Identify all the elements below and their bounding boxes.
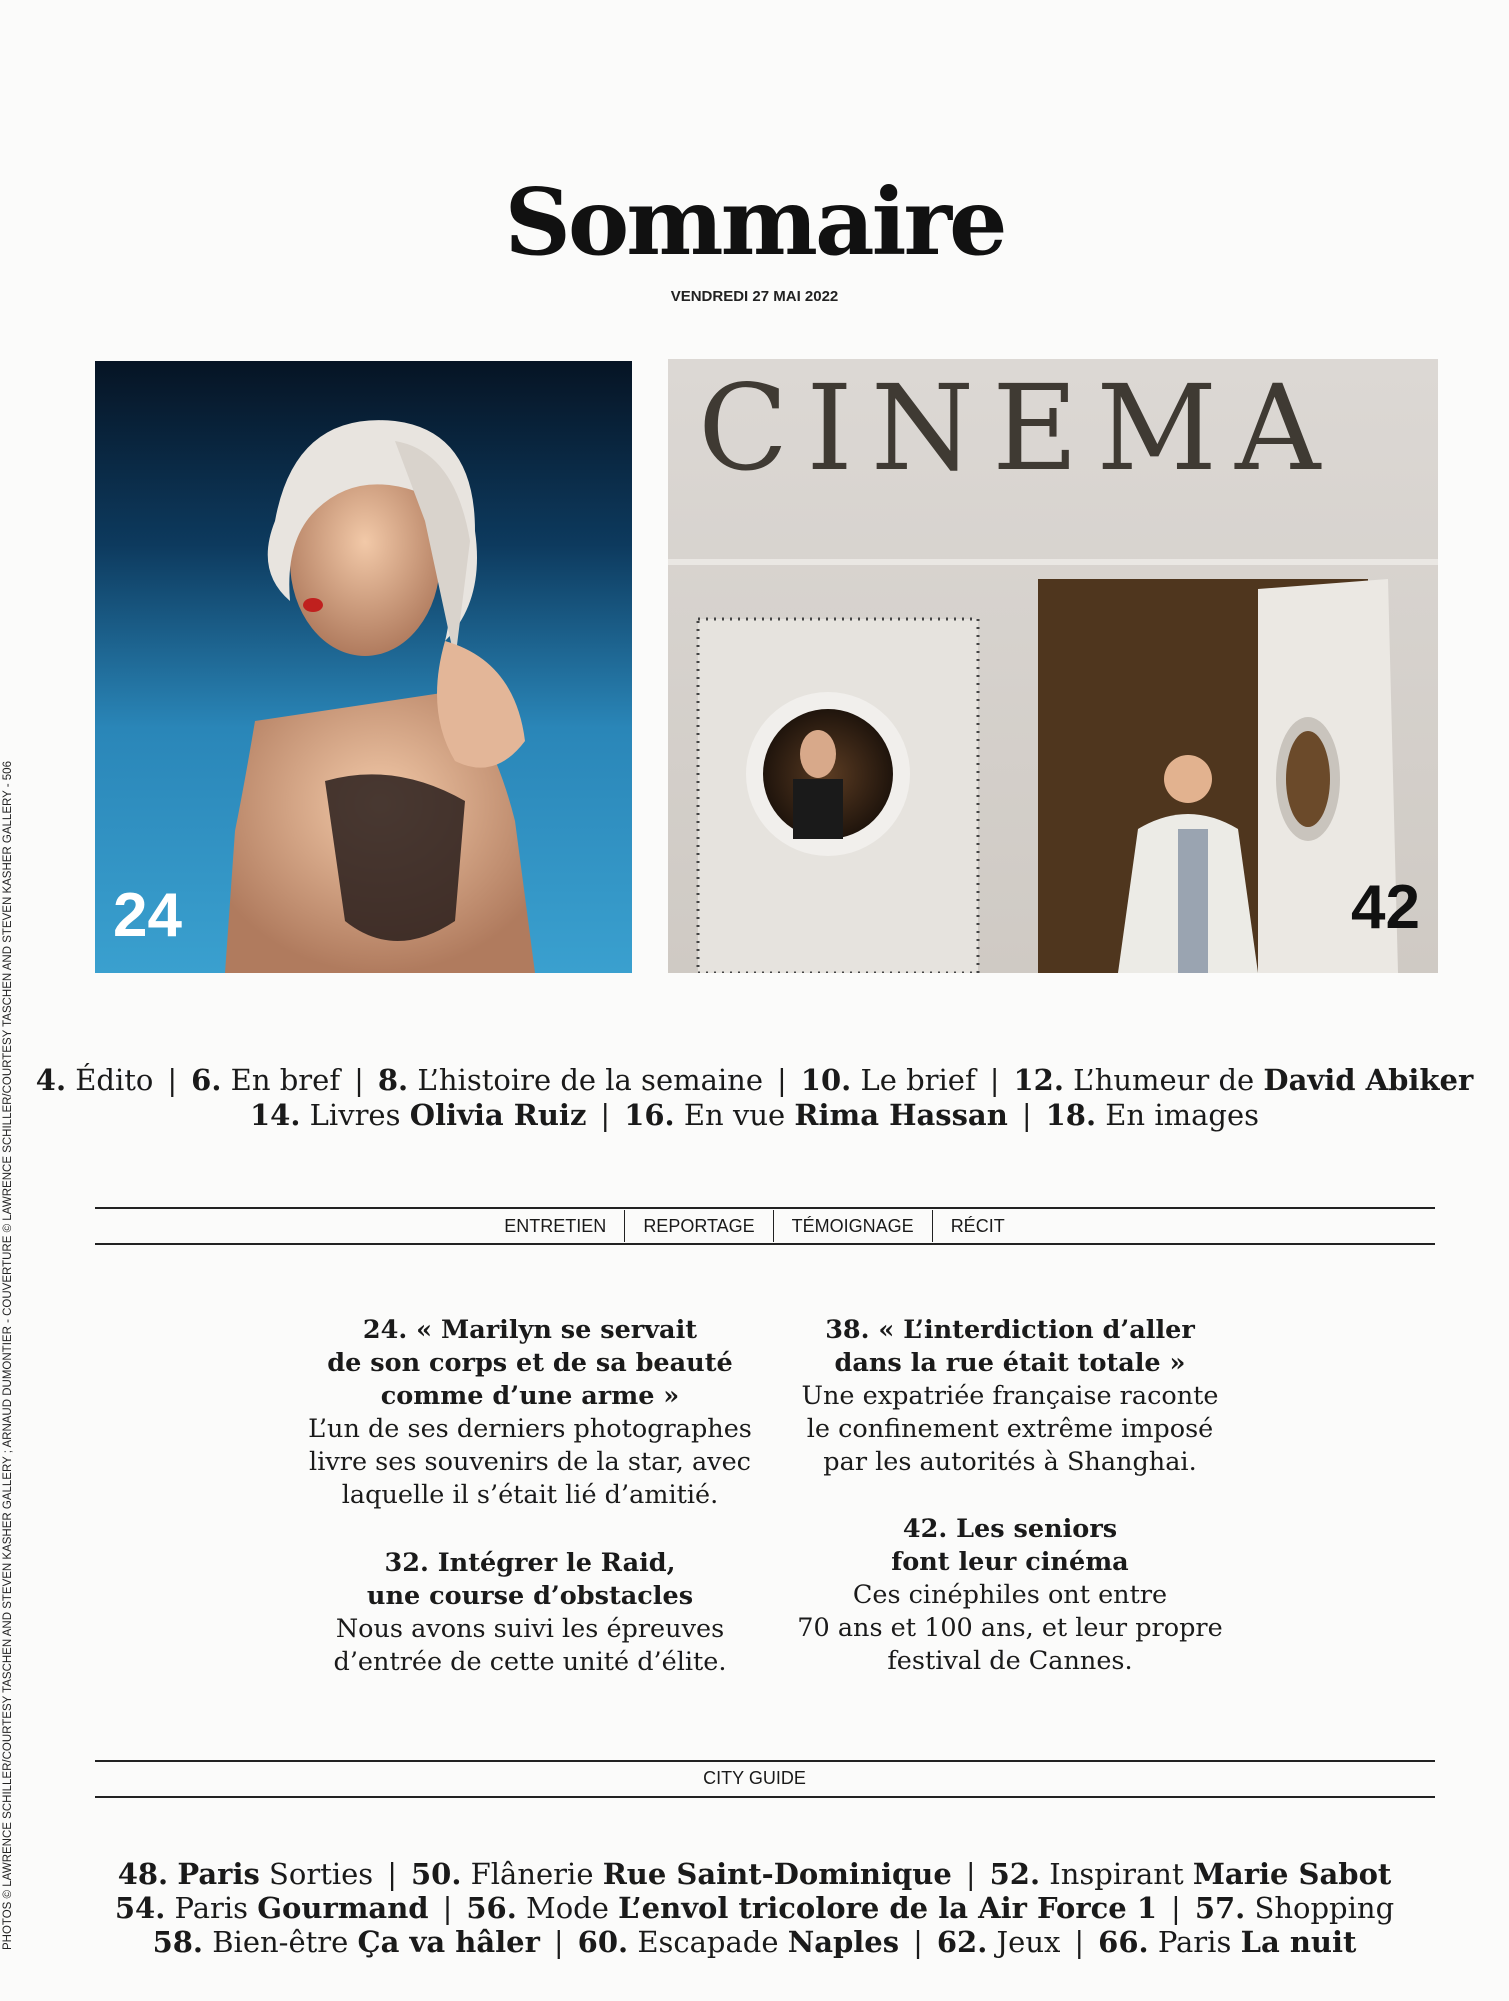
article-summary: L’un de ses derniers photographes bbox=[308, 1414, 752, 1444]
article-headline: 38. « L’interdiction d’aller bbox=[825, 1315, 1195, 1345]
section-tabs bbox=[0, 1210, 1509, 1242]
brief-item[interactable]: 12. L’humeur de David Abiker bbox=[1013, 1063, 1474, 1097]
article-42[interactable] bbox=[775, 1513, 1245, 1678]
city-item[interactable]: 66. Paris La nuit bbox=[1098, 1925, 1357, 1959]
photo-marilyn-page-number: 24 bbox=[113, 881, 182, 950]
article-summary: laquelle il s’était lié d’amitié. bbox=[341, 1480, 719, 1510]
city-item[interactable]: 48. Paris Sorties bbox=[117, 1857, 374, 1891]
section-tab-recit[interactable]: RÉCIT bbox=[932, 1210, 1023, 1242]
article-summary: livre ses souvenirs de la star, avec bbox=[309, 1447, 751, 1477]
city-item[interactable]: 50. Flânerie Rue Saint-Dominique bbox=[410, 1857, 952, 1891]
city-item[interactable]: 52. Inspirant Marie Sabot bbox=[989, 1857, 1392, 1891]
article-headline: dans la rue était totale » bbox=[834, 1348, 1186, 1378]
photo-cinema-image bbox=[668, 359, 1438, 973]
section-tab-reportage[interactable]: REPORTAGE bbox=[624, 1210, 772, 1242]
article-summary: festival de Cannes. bbox=[887, 1646, 1133, 1676]
city-guide-label: CITY GUIDE bbox=[703, 1768, 806, 1788]
issue-date: VENDREDI 27 MAI 2022 bbox=[670, 288, 839, 305]
brief-item[interactable]: 18. En images bbox=[1045, 1098, 1260, 1132]
brief-item[interactable]: 10. Le brief bbox=[800, 1063, 976, 1097]
city-item[interactable]: 56. Mode L’envol tricolore de la Air Force 1 bbox=[466, 1891, 1158, 1925]
article-headline: 24. « Marilyn se servait bbox=[362, 1315, 698, 1345]
article-summary: le confinement extrême imposé bbox=[806, 1414, 1214, 1444]
city-item[interactable]: 60. Escapade Naples bbox=[577, 1925, 900, 1959]
brief-item[interactable]: 8. L’histoire de la semaine bbox=[377, 1063, 764, 1097]
section-tab-entretien[interactable]: ENTRETIEN bbox=[504, 1216, 607, 1236]
article-summary: Ces cinéphiles ont entre bbox=[852, 1580, 1168, 1610]
photo-cinema[interactable] bbox=[668, 359, 1438, 973]
article-38[interactable] bbox=[775, 1314, 1245, 1479]
brief-line-1: 4. Édito | 6. En bref | 8. L’histoire de la semaine | 10. Le brief | 12. L’humeur de David Abiker bbox=[35, 1063, 1474, 1097]
article-headline: de son corps et de sa beauté bbox=[327, 1348, 733, 1378]
brief-item[interactable]: 6. En bref bbox=[191, 1063, 341, 1097]
brief-item[interactable]: 14. Livres Olivia Ruiz bbox=[249, 1098, 587, 1132]
page-title: Sommaire bbox=[504, 168, 1005, 276]
article-summary: par les autorités à Shanghai. bbox=[823, 1447, 1197, 1477]
city-item[interactable]: 57. Shopping bbox=[1194, 1891, 1395, 1925]
brief-line-2: 14. Livres Olivia Ruiz | 16. En vue Rima Hassan | 18. En images bbox=[249, 1098, 1260, 1132]
article-24[interactable] bbox=[295, 1314, 765, 1512]
rule-bottom bbox=[95, 1243, 1435, 1245]
city-item[interactable]: 54. Paris Gourmand bbox=[114, 1891, 429, 1925]
article-headline: 32. Intégrer le Raid, bbox=[384, 1548, 676, 1578]
photo-marilyn[interactable] bbox=[95, 361, 632, 973]
article-32[interactable] bbox=[295, 1547, 765, 1679]
article-headline: une course d’obstacles bbox=[366, 1581, 694, 1611]
article-headline: font leur cinéma bbox=[891, 1547, 1129, 1577]
article-headline: comme d’une arme » bbox=[380, 1381, 680, 1411]
city-line-3: 58. Bien-être Ça va hâler | 60. Escapade Naples | 62. Jeux | 66. Paris La nuit bbox=[152, 1925, 1357, 1959]
cinema-sign: CINEMA bbox=[698, 359, 1339, 497]
photo-credits: PHOTOS © LAWRENCE SCHILLER/COURTESY TASCHEN AND STEVEN KASHER GALLERY ; ARNAUD DUMONTIER - COUVERTURE © LAWRENCE SCHILLER/COURTESY TASCHEN AND STEVEN KASHER GALLERY - 506 bbox=[2, 761, 14, 1950]
brief-item[interactable]: 16. En vue Rima Hassan bbox=[624, 1098, 1008, 1132]
article-summary: 70 ans et 100 ans, et leur propre bbox=[797, 1613, 1223, 1643]
rule-city-bottom bbox=[95, 1796, 1435, 1798]
city-line-2: 54. Paris Gourmand | 56. Mode L’envol tricolore de la Air Force 1 | 57. Shopping bbox=[114, 1891, 1395, 1925]
article-summary: Nous avons suivi les épreuves bbox=[335, 1614, 725, 1644]
article-headline: 42. Les seniors bbox=[902, 1514, 1118, 1544]
city-item[interactable]: 62. Jeux bbox=[936, 1925, 1061, 1959]
section-tab-temoignage[interactable]: TÉMOIGNAGE bbox=[773, 1210, 932, 1242]
photo-cinema-page-number: 42 bbox=[1351, 873, 1420, 942]
city-line-1: 48. Paris Sorties | 50. Flânerie Rue Saint-Dominique | 52. Inspirant Marie Sabot bbox=[117, 1857, 1392, 1891]
article-summary: Une expatriée française raconte bbox=[801, 1381, 1219, 1411]
rule-top bbox=[95, 1207, 1435, 1209]
article-summary: d’entrée de cette unité d’élite. bbox=[333, 1647, 727, 1677]
city-item[interactable]: 58. Bien-être Ça va hâler bbox=[152, 1925, 540, 1959]
brief-item[interactable]: 4. Édito bbox=[35, 1063, 154, 1097]
